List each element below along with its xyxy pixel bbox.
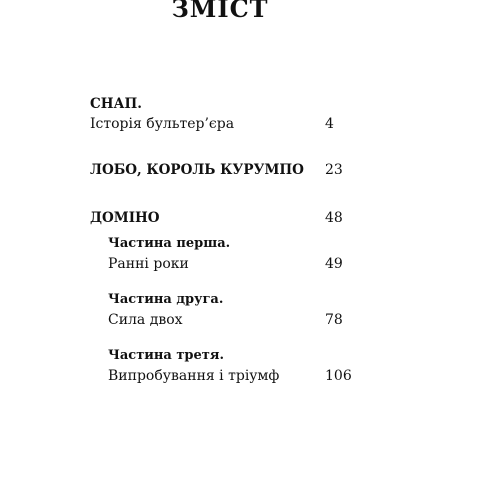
toc-part-2-page: 78: [325, 312, 343, 328]
toc-part-3-title[interactable]: Випробування і тріумф: [108, 368, 280, 384]
toc-part-2-title[interactable]: Сила двох: [108, 312, 183, 328]
toc-part-3-page: 106: [325, 368, 352, 384]
toc-part-3-label: Частина третя.: [108, 348, 224, 363]
toc-entry-lobo-page: 23: [325, 162, 343, 178]
toc-entry-snap-title[interactable]: СНАП.: [90, 96, 142, 112]
toc-entry-snap-subtitle[interactable]: Історія бультер’єра: [90, 116, 235, 132]
toc-entry-lobo-title[interactable]: ЛОБО, КОРОЛЬ КУРУМПО: [90, 162, 304, 178]
toc-part-1-label: Частина перша.: [108, 236, 231, 251]
page-title: ЗМІСТ: [171, 0, 269, 23]
toc-part-1-page: 49: [325, 256, 343, 272]
toc-part-2-label: Частина друга.: [108, 292, 224, 307]
toc-entry-domino-page: 48: [325, 210, 343, 226]
toc-entry-domino-title[interactable]: ДОМІНО: [90, 210, 160, 226]
toc-part-1-title[interactable]: Ранні роки: [108, 256, 189, 272]
toc-entry-snap-page: 4: [325, 116, 334, 132]
